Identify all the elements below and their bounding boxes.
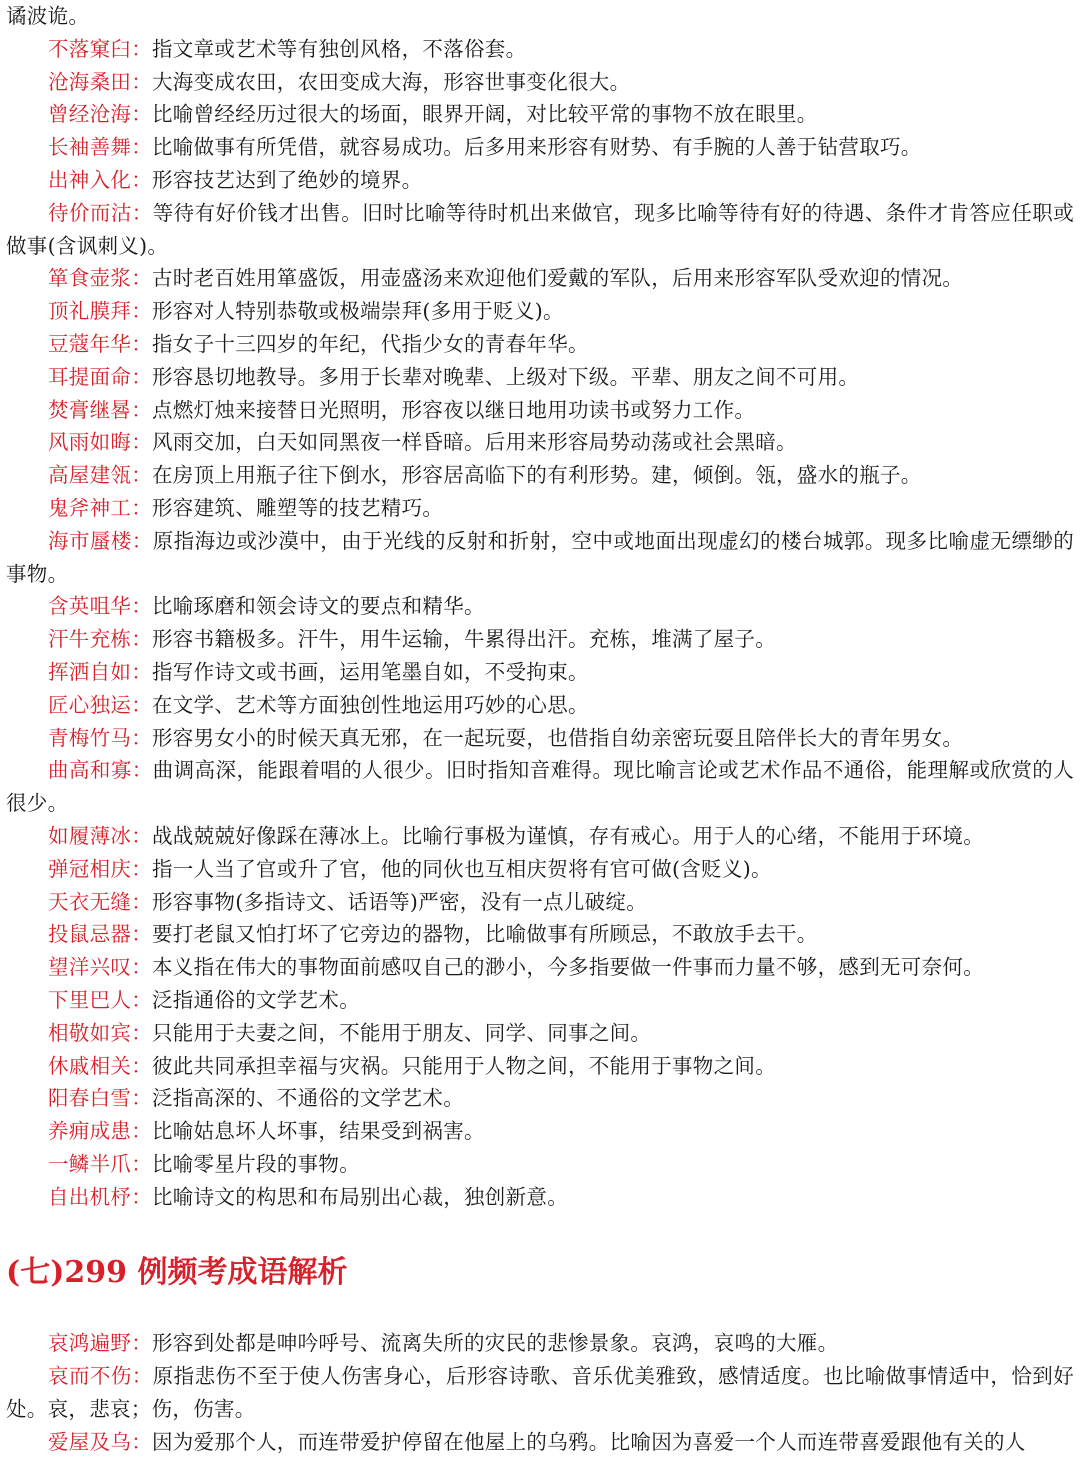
idiom-definition: 比喻琢磨和领会诗文的要点和精华。	[152, 594, 485, 619]
idiom-entry	[0, 820, 1080, 853]
idiom-definition: 曲调高深，能跟着唱的人很少。旧时指知音难得。现比喻言论或艺术作品不通俗，能理解或欣赏的人很少。	[6, 758, 1075, 816]
idiom-term: 相敬如宾：	[48, 1020, 152, 1045]
idiom-term: 箪食壶浆：	[48, 266, 152, 291]
idiom-definition: 比喻姑息坏人坏事，结果受到祸害。	[152, 1119, 485, 1144]
idiom-term: 曾经沧海：	[48, 102, 152, 127]
idiom-definition: 指文章或艺术等有独创风格，不落俗套。	[152, 36, 527, 61]
idiom-term: 含英咀华：	[48, 594, 152, 619]
idiom-definition: 要打老鼠又怕打坏了它旁边的器物，比喻做事有所顾忌，不敢放手去干。	[152, 922, 818, 947]
idiom-entry	[0, 590, 1080, 623]
idiom-term: 哀而不伤：	[48, 1364, 153, 1389]
idiom-definition: 形容技艺达到了绝妙的境界。	[152, 167, 423, 192]
idiom-definition: 比喻零星片段的事物。	[152, 1151, 360, 1176]
idiom-term: 待价而沽：	[48, 200, 153, 225]
idiom-entry	[0, 98, 1080, 131]
idiom-definition: 泛指通俗的文学艺术。	[152, 987, 360, 1012]
idiom-entry	[0, 1082, 1080, 1115]
idiom-definition: 形容恳切地教导。多用于长辈对晚辈、上级对下级。平辈、朋友之间不可用。	[152, 364, 860, 389]
idiom-definition: 在文学、艺术等方面独创性地运用巧妙的心思。	[152, 692, 589, 717]
idiom-entry	[0, 426, 1080, 459]
idiom-entry	[0, 984, 1080, 1017]
idiom-entry	[0, 656, 1080, 689]
idiom-definition: 形容男女小的时候天真无邪，在一起玩耍，也借指自幼亲密玩耍且陪伴长大的青年男女。	[152, 725, 964, 750]
idiom-term: 汗牛充栋：	[48, 627, 152, 652]
idiom-term: 沧海桑田：	[48, 69, 152, 94]
idiom-term: 哀鸿遍野：	[48, 1331, 152, 1356]
idiom-term: 长袖善舞：	[48, 135, 152, 160]
idiom-definition: 形容书籍极多。汗牛，用牛运输，牛累得出汗。充栋，堆满了屋子。	[152, 627, 776, 652]
idiom-definition: 形容到处都是呻吟呼号、流离失所的灾民的悲惨景象。哀鸿，哀鸣的大雁。	[152, 1331, 839, 1356]
idiom-entry	[0, 328, 1080, 361]
idiom-definition: 等待有好价钱才出售。旧时比喻等待时机出来做官，现多比喻等待有好的待遇、条件才肯答应任职或做事(含讽刺义)。	[6, 200, 1075, 258]
idiom-entry	[0, 262, 1080, 295]
idiom-term: 出神入化：	[48, 167, 152, 192]
idiom-term: 不落窠臼：	[48, 36, 152, 61]
section-heading: (七)299 例频考成语解析	[6, 1255, 348, 1291]
idiom-term: 爱屋及乌：	[48, 1429, 152, 1454]
idiom-definition: 指写作诗文或书画，运用笔墨自如，不受拘束。	[152, 659, 589, 684]
idiom-definition: 只能用于夫妻之间，不能用于朋友、同学、同事之间。	[152, 1020, 652, 1045]
idiom-definition: 比喻诗文的构思和布局别出心裁，独创新意。	[152, 1184, 568, 1209]
idiom-term: 鬼斧神工：	[48, 495, 152, 520]
idiom-entry	[0, 164, 1080, 197]
idiom-entry	[0, 722, 1080, 755]
idiom-definition: 彼此共同承担幸福与灾祸。只能用于人物之间，不能用于事物之间。	[152, 1053, 776, 1078]
idiom-term: 投鼠忌器：	[48, 922, 152, 947]
idiom-entry	[0, 66, 1080, 99]
idiom-term: 焚膏继晷：	[48, 397, 152, 422]
idiom-term: 望洋兴叹：	[48, 955, 152, 980]
idiom-term: 挥洒自如：	[48, 659, 152, 684]
idiom-term: 天衣无缝：	[48, 889, 152, 914]
idiom-entry	[0, 361, 1080, 394]
idiom-definition: 古时老百姓用箪盛饭，用壶盛汤来欢迎他们爱戴的军队，后用来形容军队受欢迎的情况。	[152, 266, 964, 291]
idiom-entry	[0, 295, 1080, 328]
idiom-term: 耳提面命：	[48, 364, 152, 389]
idiom-definition: 指一人当了官或升了官，他的同伙也互相庆贺将有官可做(含贬义)。	[152, 856, 772, 881]
idiom-definition: 形容建筑、雕塑等的技艺精巧。	[152, 495, 444, 520]
idiom-definition: 比喻曾经经历过很大的场面，眼界开阔，对比较平常的事物不放在眼里。	[152, 102, 818, 127]
idiom-entry	[0, 197, 1080, 263]
idiom-term: 如履薄冰：	[48, 823, 152, 848]
idiom-term: 自出机杼：	[48, 1184, 152, 1209]
idiom-entry	[0, 754, 1080, 820]
idiom-entry	[0, 33, 1080, 66]
idiom-entry	[0, 131, 1080, 164]
idiom-entry	[0, 394, 1080, 427]
idiom-definition: 在房顶上用瓶子往下倒水，形容居高临下的有利形势。建，倾倒。瓴，盛水的瓶子。	[152, 463, 922, 488]
idiom-entry	[0, 918, 1080, 951]
idiom-term: 风雨如晦：	[48, 430, 152, 455]
idiom-definition: 比喻做事有所凭借，就容易成功。后多用来形容有财势、有手腕的人善于钻营取巧。	[152, 135, 922, 160]
idiom-entry	[0, 951, 1080, 984]
idiom-list-section-1	[0, 33, 1080, 1214]
idiom-term: 顶礼膜拜：	[48, 299, 152, 324]
idiom-term: 休戚相关：	[48, 1053, 152, 1078]
idiom-term: 曲高和寡：	[48, 758, 153, 783]
idiom-entry	[0, 1181, 1080, 1214]
idiom-term: 一鳞半爪：	[48, 1151, 152, 1176]
idiom-definition: 本义指在伟大的事物面前感叹自己的渺小，今多指要做一件事而力量不够，感到无可奈何。	[152, 955, 984, 980]
idiom-definition: 指女子十三四岁的年纪，代指少女的青春年华。	[152, 331, 589, 356]
idiom-term: 养痈成患：	[48, 1119, 152, 1144]
idiom-definition: 原指悲伤不至于使人伤害身心，后形容诗歌、音乐优美雅致，感情适度。也比喻做事情适中，恰到好处。哀，悲哀；伤，伤害。	[6, 1364, 1075, 1422]
idiom-entry	[0, 1327, 1080, 1360]
idiom-entry	[0, 1017, 1080, 1050]
idiom-entry	[0, 886, 1080, 919]
idiom-definition: 原指海边或沙漠中，由于光线的反射和折射，空中或地面出现虚幻的楼台城郭。现多比喻虚无缥缈的事物。	[6, 528, 1075, 586]
idiom-term: 弹冠相庆：	[48, 856, 152, 881]
idiom-entry	[0, 459, 1080, 492]
idiom-entry	[0, 525, 1080, 591]
idiom-term: 豆蔻年华：	[48, 331, 152, 356]
idiom-list-section-2	[0, 1327, 1080, 1457]
idiom-definition: 形容事物(多指诗文、话语等)严密，没有一点儿破绽。	[152, 889, 647, 914]
idiom-term: 下里巴人：	[48, 987, 152, 1012]
idiom-term: 青梅竹马：	[48, 725, 152, 750]
idiom-term: 高屋建瓴：	[48, 463, 152, 488]
idiom-entry	[0, 1360, 1080, 1426]
idiom-definition: 泛指高深的、不通俗的文学艺术。	[152, 1086, 464, 1111]
idiom-definition: 形容对人特别恭敬或极端崇拜(多用于贬义)。	[152, 299, 564, 324]
idiom-term: 阳春白雪：	[48, 1086, 152, 1111]
idiom-term: 匠心独运：	[48, 692, 152, 717]
continuation-text: 谲波诡。	[6, 4, 90, 28]
idiom-entry	[0, 623, 1080, 656]
idiom-definition: 战战兢兢好像踩在薄冰上。比喻行事极为谨慎，存有戒心。用于人的心绪，不能用于环境。	[152, 823, 984, 848]
idiom-entry	[0, 689, 1080, 722]
idiom-entry	[0, 1148, 1080, 1181]
idiom-term: 海市蜃楼：	[48, 528, 153, 553]
idiom-definition: 点燃灯烛来接替日光照明，形容夜以继日地用功读书或努力工作。	[152, 397, 756, 422]
idiom-entry	[0, 853, 1080, 886]
idiom-definition: 大海变成农田，农田变成大海，形容世事变化很大。	[152, 69, 631, 94]
section-heading-wrap	[0, 1253, 1080, 1293]
idiom-entry	[0, 1426, 1080, 1457]
idiom-entry	[0, 1115, 1080, 1148]
idiom-entry	[0, 1050, 1080, 1083]
idiom-entry	[0, 492, 1080, 525]
idiom-definition: 因为爱那个人，而连带爱护停留在他屋上的乌鸦。比喻因为喜爱一个人而连带喜爱跟他有关的人	[152, 1429, 1026, 1454]
idiom-definition: 风雨交加，白天如同黑夜一样昏暗。后用来形容局势动荡或社会黑暗。	[152, 430, 797, 455]
